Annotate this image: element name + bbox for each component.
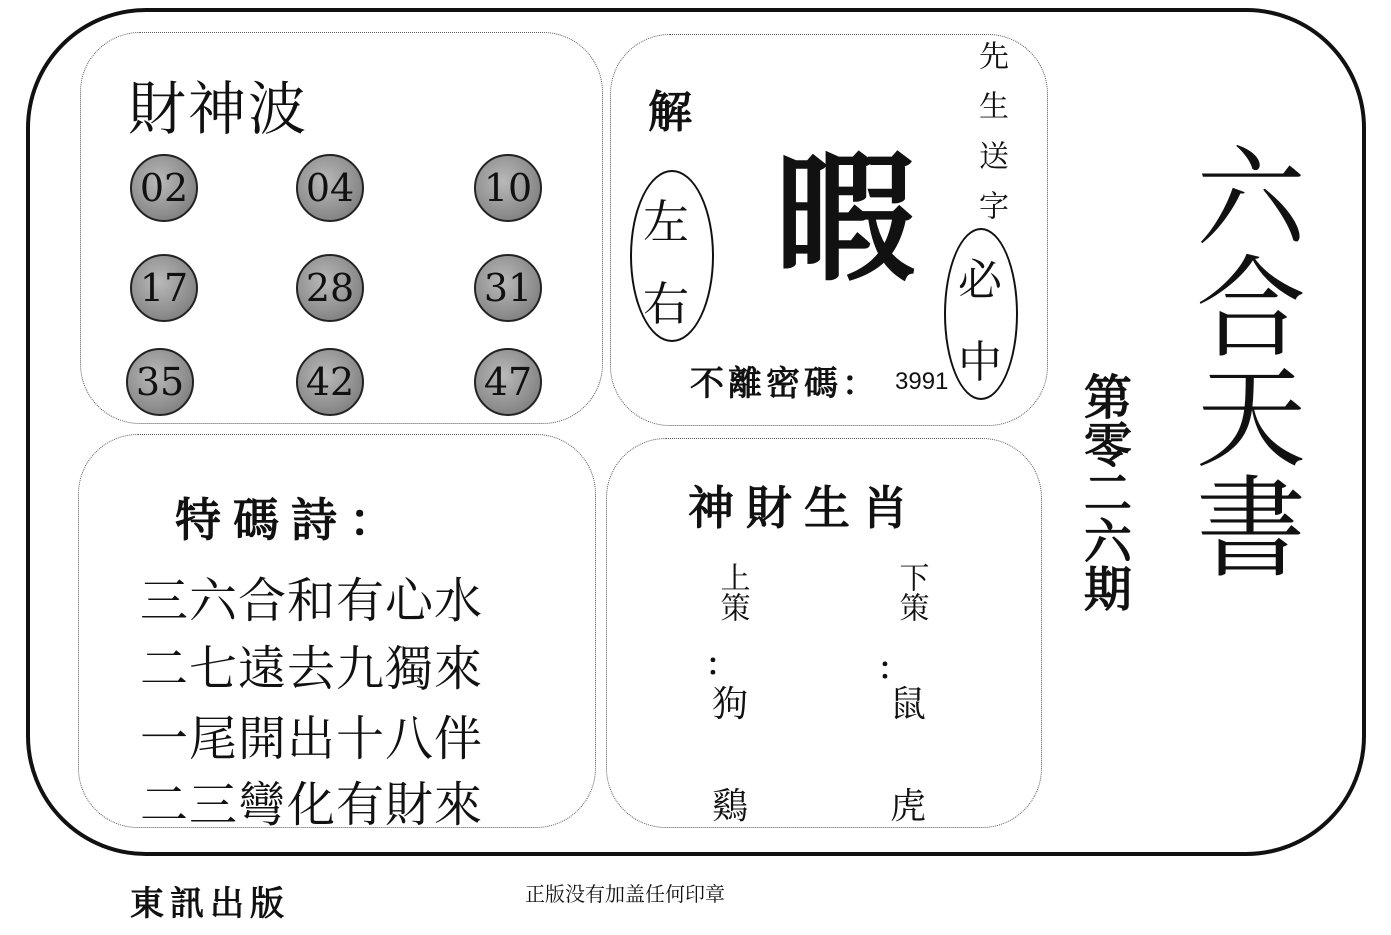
zodiac-upper-2: 鷄 xyxy=(712,786,749,827)
number-ball: 17 xyxy=(130,254,198,322)
wealth-wave-title: 財神波 xyxy=(128,75,309,143)
riddle-label: 解 xyxy=(648,87,692,138)
issue-number: 第零二六期 xyxy=(1075,372,1132,612)
upper-colon: ： xyxy=(706,648,736,683)
zodiac-lower-2: 虎 xyxy=(890,786,927,827)
number-ball: 02 xyxy=(130,154,198,222)
number-ball: 42 xyxy=(296,348,364,416)
bi-char: 必 xyxy=(958,255,1002,306)
number-ball: 35 xyxy=(126,348,194,416)
number-ball: 04 xyxy=(296,154,364,222)
poem-line: 一尾開出十八伴 xyxy=(140,711,484,767)
number-ball: 10 xyxy=(474,154,542,222)
lower-colon: ： xyxy=(878,652,908,687)
number-ball: 47 xyxy=(474,348,542,416)
authenticity-notice: 正版没有加盖任何印章 xyxy=(525,882,725,906)
zodiac-lower-1: 鼠 xyxy=(890,684,927,725)
poem-line: 二三彎化有財來 xyxy=(140,777,484,833)
zodiac-upper-1: 狗 xyxy=(712,684,749,725)
lower-strategy-label: 下策 xyxy=(893,562,929,622)
masthead-title: 六合天書 xyxy=(1178,140,1306,580)
code-label: 不離密碼： xyxy=(690,364,880,404)
code-value: 3991 xyxy=(895,368,949,395)
poem-line: 二七遠去九獨來 xyxy=(140,641,484,697)
zhong-char: 中 xyxy=(958,337,1002,388)
publisher: 東訊出版 xyxy=(130,884,290,924)
sender-text: 先生送字 xyxy=(973,40,1008,240)
right-char: 右 xyxy=(643,277,689,331)
number-ball: 31 xyxy=(474,254,542,322)
poem-title: 特碼詩： xyxy=(175,493,407,547)
riddle-character: 暇 xyxy=(775,138,916,301)
poem-line: 三六合和有心水 xyxy=(140,573,484,629)
upper-strategy-label: 上策 xyxy=(714,562,750,622)
zodiac-title: 神財生肖 xyxy=(688,481,920,535)
number-ball: 28 xyxy=(296,254,364,322)
left-char: 左 xyxy=(643,195,689,249)
